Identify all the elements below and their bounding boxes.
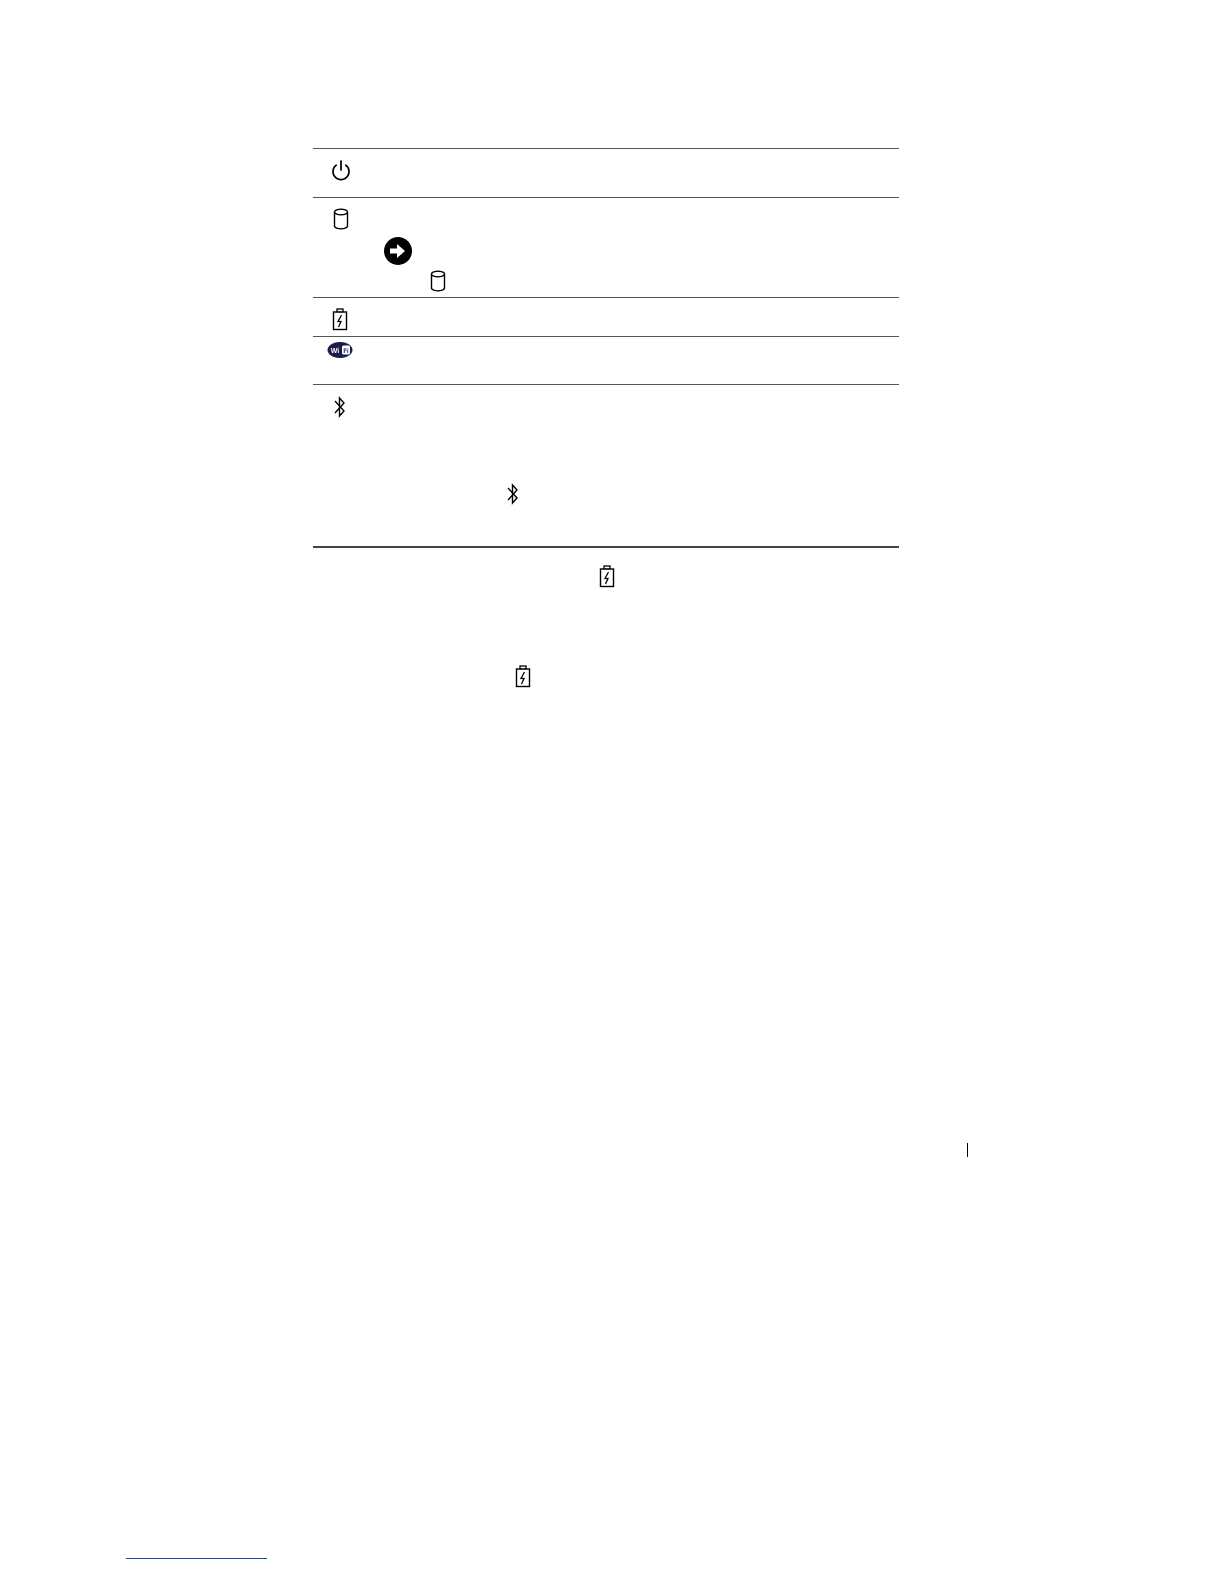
battery-icon bbox=[332, 308, 348, 331]
table-row-divider bbox=[313, 336, 899, 337]
battery-icon bbox=[599, 565, 615, 588]
table-row-divider bbox=[313, 297, 899, 298]
table-bottom-rule bbox=[313, 546, 899, 548]
footer-link-underline[interactable] bbox=[126, 1558, 267, 1559]
hard-drive-icon bbox=[333, 208, 349, 230]
power-icon bbox=[329, 159, 353, 183]
battery-icon bbox=[515, 665, 531, 688]
wifi-icon bbox=[327, 341, 353, 359]
table-row-divider bbox=[313, 384, 899, 385]
notice-arrow-icon bbox=[383, 236, 413, 266]
hard-drive-icon bbox=[430, 270, 446, 292]
svg-text:Wi: Wi bbox=[330, 348, 340, 355]
bluetooth-icon bbox=[505, 481, 521, 507]
table-top-rule bbox=[313, 148, 899, 149]
bluetooth-icon bbox=[332, 394, 348, 420]
svg-text:Fi: Fi bbox=[343, 348, 349, 355]
table-row-divider bbox=[313, 197, 899, 198]
page-number-marker bbox=[967, 1143, 968, 1157]
